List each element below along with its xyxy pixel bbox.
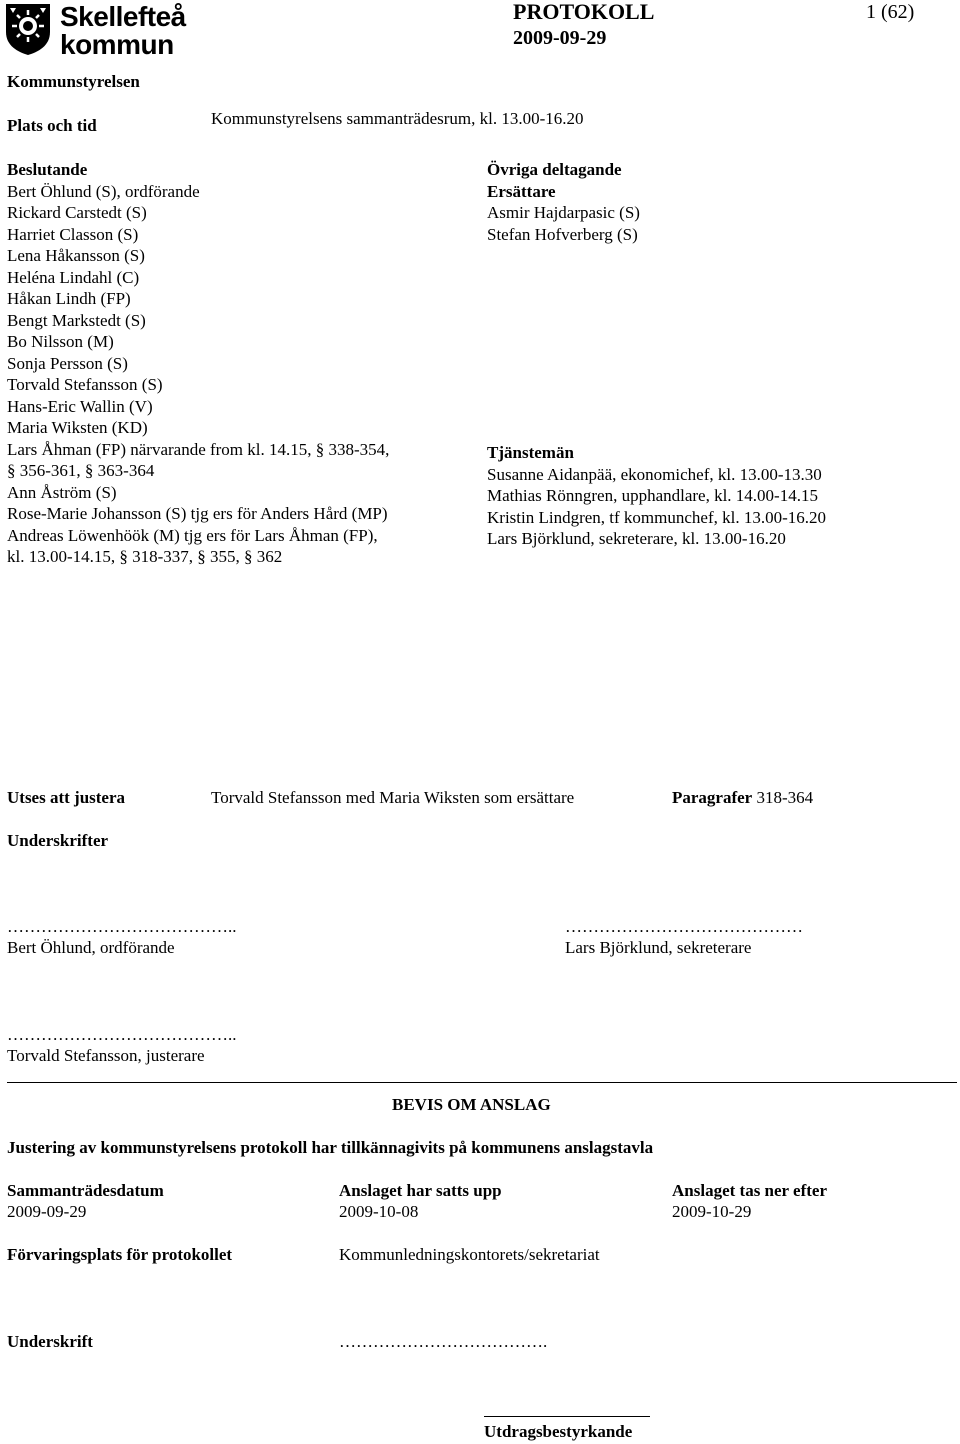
member-item: Torvald Stefansson (S) (7, 375, 163, 394)
section-divider (7, 1082, 957, 1083)
member-item: Andreas Löwenhöök (M) tjg ers för Lars Åhman (FP), (7, 525, 378, 545)
ersattare-item: Asmir Hajdarpasic (S) (487, 203, 640, 222)
ovriga-section (487, 159, 640, 245)
signature-line-left: ………………………………….. (7, 917, 237, 936)
tjanstemen-heading: Tjänstemän (487, 443, 574, 462)
anslaget-upp-value: 2009-10-08 (339, 1202, 419, 1221)
signer-bottom: Torvald Stefansson, justerare (7, 1046, 205, 1065)
signer-left: Bert Öhlund, ordförande (7, 938, 175, 957)
signer-right: Lars Björklund, sekreterare (565, 938, 752, 957)
member-item: Bo Nilsson (M) (7, 332, 114, 351)
underskrift-label: Underskrift (7, 1332, 93, 1351)
logo-line-2: kommun (60, 29, 174, 60)
tjansteman-item: Kristin Lindgren, tf kommunchef, kl. 13.00-16.20 (487, 507, 827, 527)
logo-line-1: Skellefteå (60, 1, 186, 32)
member-item: § 356-361, § 363-364 (7, 461, 155, 480)
coat-of-arms-icon (4, 2, 52, 56)
justera-label: Utses att justera (7, 788, 126, 807)
member-item: kl. 13.00-14.15, § 318-337, § 355, § 362 (7, 547, 283, 566)
place-value: Kommunstyrelsens sammanträdesrum, kl. 13.00-16.20 (211, 109, 584, 128)
logo-wordmark (60, 2, 186, 58)
member-item: Heléna Lindahl (C) (7, 267, 140, 287)
member-item: Lars Åhman (FP) närvarande from kl. 14.15, § 338-354, (7, 439, 390, 459)
forvaring-label: Förvaringsplats för protokollet (7, 1245, 233, 1264)
utdrag-line (484, 1416, 650, 1417)
member-item: Lena Håkansson (S) (7, 246, 145, 265)
bevis-heading: BEVIS OM ANSLAG (392, 1095, 551, 1114)
member-item: Harriet Classon (S) (7, 224, 139, 244)
ersattare-heading: Ersättare (487, 181, 556, 201)
member-item: Ann Åström (S) (7, 482, 117, 502)
anslaget-upp-label: Anslaget har satts upp (339, 1181, 502, 1200)
page-number: 1 (62) (866, 1, 915, 23)
tjanstemen-section (487, 442, 826, 550)
tjansteman-item: Susanne Aidanpää, ekonomichef, kl. 13.00-13.30 (487, 464, 822, 484)
signature-line-bottom: ………………………………….. (7, 1025, 237, 1044)
bevis-statement: Justering av kommunstyrelsens protokoll har tillkännagivits på kommunens anslagstavla (7, 1138, 654, 1157)
sammantradesdatum-value: 2009-09-29 (7, 1202, 87, 1221)
sammantradesdatum-label: Sammanträdesdatum (7, 1181, 164, 1200)
member-item: Hans-Eric Wallin (V) (7, 396, 153, 416)
member-item: Rickard Carstedt (S) (7, 203, 147, 222)
paragrafer-label: Paragrafer (672, 788, 753, 807)
anslaget-ner-label: Anslaget tas ner efter (672, 1181, 828, 1200)
member-item: Bert Öhlund (S), ordförande (7, 181, 200, 201)
justera-value: Torvald Stefansson med Maria Wiksten som ersättare (211, 788, 575, 807)
document-title: PROTOKOLL (513, 0, 655, 24)
forvaring-value: Kommunledningskontorets/sekretariat (339, 1245, 600, 1264)
beslutande-heading: Beslutande (7, 160, 88, 179)
member-item: Håkan Lindh (FP) (7, 289, 131, 308)
underskrifter-heading: Underskrifter (7, 831, 109, 850)
document-date: 2009-09-29 (513, 27, 607, 49)
ovriga-heading: Övriga deltagande (487, 160, 622, 179)
paragrafer (672, 787, 813, 809)
ersattare-item: Stefan Hofverberg (S) (487, 224, 638, 244)
utdragsbestyrkande-label: Utdragsbestyrkande (484, 1422, 633, 1441)
anslaget-ner-value: 2009-10-29 (672, 1202, 752, 1221)
underskrift-line: ………………………………. (339, 1332, 548, 1351)
place-label: Plats och tid (7, 116, 97, 135)
member-item: Rose-Marie Johansson (S) tjg ers för Anders Hård (MP) (7, 504, 388, 523)
paragrafer-value: 318-364 (756, 788, 814, 807)
tjansteman-item: Mathias Rönngren, upphandlare, kl. 14.00-14.15 (487, 486, 818, 505)
skelleftea-logo (4, 2, 199, 58)
member-item: Sonja Persson (S) (7, 353, 128, 373)
member-item: Maria Wiksten (KD) (7, 418, 148, 437)
beslutande-section (7, 159, 389, 568)
committee-name: Kommunstyrelsen (7, 72, 140, 91)
member-item: Bengt Markstedt (S) (7, 310, 146, 330)
signature-line-right: …………………………………… (565, 917, 803, 936)
tjansteman-item: Lars Björklund, sekreterare, kl. 13.00-16.20 (487, 529, 786, 548)
